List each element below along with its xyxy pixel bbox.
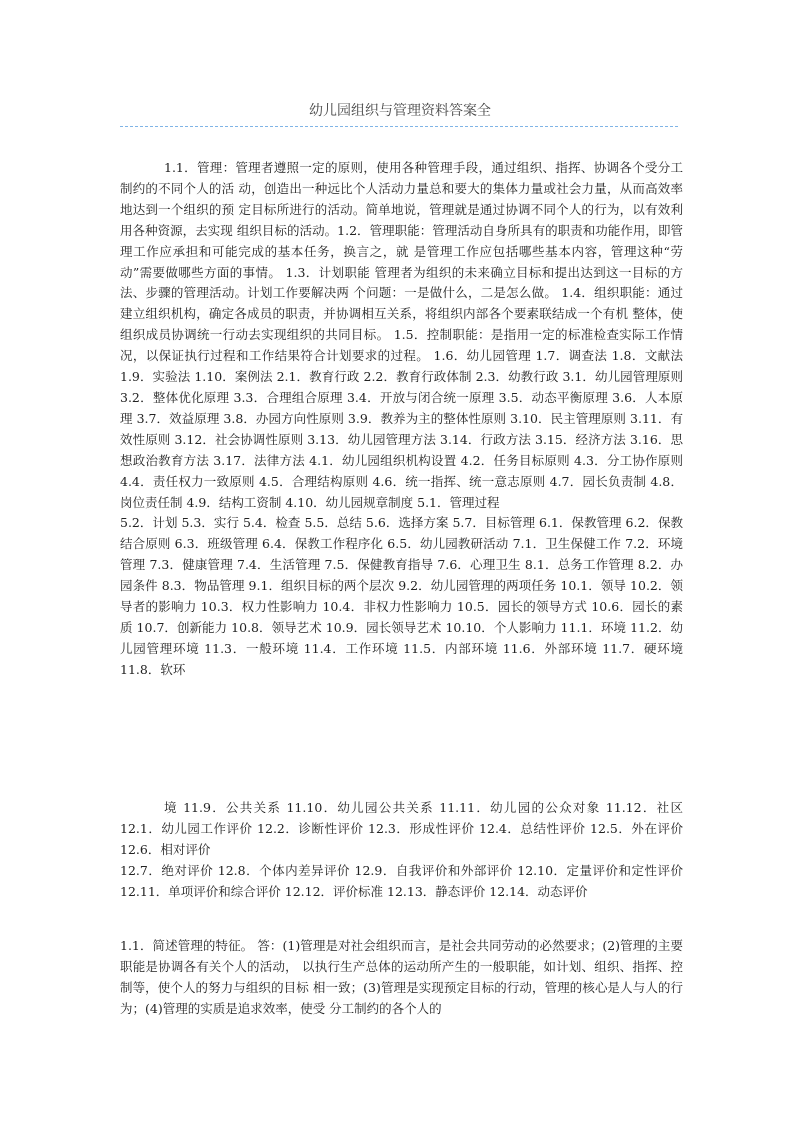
paragraph: 1.1．简述管理的特征。 答：(1)管理是对社会组织而言，是社会共同劳动的必然要求；(2)管理的主要职能是协调各有关个人的活动， 以执行生产总体的运动所产生的一般职能，如计划、组织、指挥、控制等，使个人的努力与组织的目标 相一致；(3)管理是实现预定目标的行动，管理的核心是人与人的行为；(4)管理的实质是追求效率，使受 分工制约的各个人的	[120, 938, 683, 1016]
answers-block	[120, 936, 683, 1020]
paragraph: 5.2．计划 5.3．实行 5.4．检查 5.5．总结 5.6．选择方案 5.7．目标管理 6.1．保教管理 6.2．保教结合原则 6.3．班级管理 6.4．保教工作程序化 6.5．幼儿园教研活动 7.1．卫生保健工作 7.2．环境管理 7.3．健康管理 7.4．生活管理 7.5．保健教育指导 7.6．心理卫生 8.1．总务工作管理 8.2．办园条件 8.3．物品管理 9.1．组织目标的两个层次 9.2．幼儿园管理的两项任务 10.1．领导 10.2．领导者的影响力 10.3．权力性影响力 10.4．非权力性影响力 10.5．园长的领导方式 10.6．园长的素质 10.7．创新能力 10.8．领导艺术 10.9．园长领导艺术 10.10．个人影响力 11.1．环境 11.2．幼儿园管理环境 11.3．一般环境 11.4．工作环境 11.5．内部环境 11.6．外部环境 11.7．硬环境 11.8．软环	[120, 515, 683, 677]
paragraph: 12.7．绝对评价 12.8．个体内差异评价 12.9．自我评价和外部评价 12.10．定量评价和定性评价 12.11．单项评价和综合评价 12.12．评价标准 12.13．静态评价 12.14．动态评价	[120, 862, 683, 899]
definitions-block-1	[120, 158, 683, 681]
definitions-block-2	[120, 798, 683, 903]
paragraph: 境 11.9．公共关系 11.10．幼儿园公共关系 11.11．幼儿园的公众对象 11.12．社区 12.1．幼儿园工作评价 12.2．诊断性评价 12.3．形成性评价 12.4．总结性评价 12.5．外在评价 12.6．相对评价	[120, 800, 683, 857]
title-divider	[120, 126, 678, 127]
paragraph: 1.1．管理：管理者遵照一定的原则，使用各种管理手段，通过组织、指挥、协调各个受分工制约的不同个人的活 动，创造出一种远比个人活动力量总和要大的集体力量或社会力量，从而高效率地达到一个组织的预 定目标所进行的活动。简单地说，管理就是通过协调不同个人的行为，以有效利用各种资源，去实现 组织目标的活动。1.2．管理职能：管理活动自身所具有的职责和功能作用，即管理工作应承担和可能完成的基本任务，换言之，就 是管理工作应包括哪些基本内容，管理这种“劳动”需要做哪些方面的事情。 1.3．计划职能 管理者为组织的未来确立目标和提出达到这一目标的方法、步骤的管理活动。计划工作要解决两 个问题：一是做什么，二是怎么做。 1.4．组织职能：通过建立组织机构，确定各成员的职责，并协调相互关系，将组织内部各个要素联结成一个有机 整体，使组织成员协调统一行动去实现组织的共同目标。 1.5．控制职能：是指用一定的标准检查实际工作情况，以保证执行过程和工作结果符合计划要求的过程。 1.6．幼儿园管理 1.7．调查法 1.8．文献法 1.9．实验法 1.10．案例法 2.1．教育行政 2.2．教育行政体制 2.3．幼教行政 3.1．幼儿园管理原则 3.2．整体优化原理 3.3．合理组合原理 3.4．开放与闭合统一原理 3.5．动态平衡原理 3.6．人本原理 3.7．效益原理 3.8．办园方向性原则 3.9．教养为主的整体性原则 3.10．民主管理原则 3.11．有效性原则 3.12．社会协调性原则 3.13．幼儿园管理方法 3.14．行政方法 3.15．经济方法 3.16．思想政治教育方法 3.17．法律方法 4.1．幼儿园组织机构设置 4.2．任务目标原则 4.3．分工协作原则 4.4．责任权力一致原则 4.5．合理结构原则 4.6．统一指挥、统一意志原则 4.7．园长负责制 4.8．岗位责任制 4.9．结构工资制 4.10．幼儿园规章制度 5.1．管理过程	[120, 160, 683, 510]
document-title: 幼儿园组织与管理资料答案全	[309, 103, 491, 119]
